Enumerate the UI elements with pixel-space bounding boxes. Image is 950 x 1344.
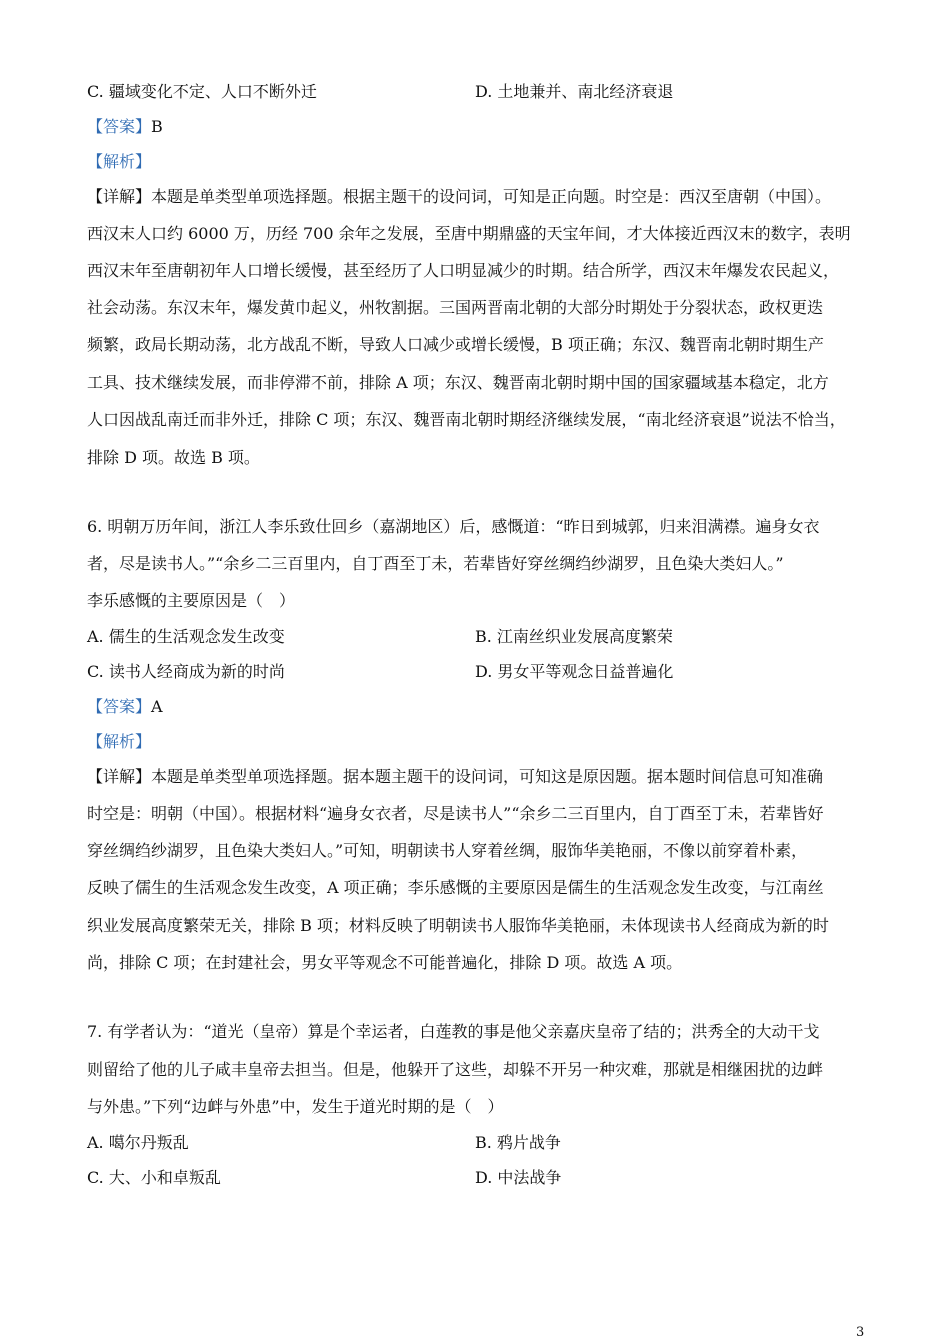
q6-detail-line: 尚，排除 C 项；在封建社会，男女平等观念不可能普遍化，排除 D 项。故选 A 项。 xyxy=(87,953,683,972)
detail-tag: 【详解】 xyxy=(87,187,152,206)
q5-detail-line: 排除 D 项。故选 B 项。 xyxy=(87,448,260,467)
q6-stem-line: 6. 明朝万历年间，浙江人李乐致仕回乡（嘉湖地区）后，感慨道：“昨日到城郭，归来泪满襟。遍身女衣 xyxy=(87,517,820,536)
answer-value: A xyxy=(151,697,163,716)
q5-detail-line: 西汉末年至唐朝初年人口增长缓慢，甚至经历了人口明显减少的时期。结合所学，西汉末年爆发农民起义， xyxy=(87,261,840,280)
q7-option-b: B. 鸦片战争 xyxy=(475,1133,561,1152)
q6-answer xyxy=(87,697,163,717)
q5-answer xyxy=(87,117,163,137)
q6-detail-line: 织业发展高度繁荣无关，排除 B 项；材料反映了明朝读书人服饰华美艳丽，未体现读书人经商成为新的时 xyxy=(87,916,829,935)
q6-option-a: A. 儒生的生活观念发生改变 xyxy=(87,627,285,646)
q7-stem-line: 7. 有学者认为：“道光（皇帝）算是个幸运者，白莲教的事是他父亲嘉庆皇帝了结的；洪秀全的大动干戈 xyxy=(87,1022,820,1041)
q7-stem-line: 则留给了他的儿子咸丰皇帝去担当。但是，他躲开了这些，却躲不开另一种灾难，那就是相继困扰的边衅 xyxy=(87,1060,824,1079)
q7-option-d: D. 中法战争 xyxy=(475,1168,562,1187)
detail-tag: 【详解】 xyxy=(87,767,152,786)
q6-option-b: B. 江南丝织业发展高度繁荣 xyxy=(475,627,673,646)
q6-detail-line: 时空是：明朝（中国）。根据材料“遍身女衣者，尽是读书人”“余乡二三百里内，自丁酉至丁未，若辈皆好 xyxy=(87,804,824,823)
answer-tag: 【答案】 xyxy=(87,117,152,136)
q6-detail-line xyxy=(87,767,823,787)
q6-detail-line: 穿丝绸绉纱湖罗，且色染大类妇人。”可知，明朝读书人穿着丝绸，服饰华美艳丽，不像以前穿着朴素， xyxy=(87,841,808,860)
q5-detail-line: 工具、技术继续发展，而非停滞不前，排除 A 项；东汉、魏晋南北朝时期中国的国家疆域基本稳定，北方 xyxy=(87,373,829,392)
q7-option-a: A. 噶尔丹叛乱 xyxy=(87,1133,189,1152)
q5-detail-line xyxy=(87,187,831,207)
q6-stem-line: 者，尽是读书人。”“余乡二三百里内，自丁酉至丁未，若辈皆好穿丝绸绉纱湖罗，且色染大类妇人。” xyxy=(87,554,784,573)
answer-value: B xyxy=(151,117,163,136)
q5-detail-line: 西汉末人口约 6000 万，历经 700 余年之发展，至唐中期鼎盛的天宝年间，才大体接近西汉末的数字，表明 xyxy=(87,224,851,243)
q6-analysis-tag: 【解析】 xyxy=(87,732,152,751)
q5-option-c: C. 疆域变化不定、人口不断外迁 xyxy=(87,82,317,101)
q5-detail-line: 社会动荡。东汉末年，爆发黄巾起义，州牧割据。三国两晋南北朝的大部分时期处于分裂状态，政权更迭 xyxy=(87,298,824,317)
q7-option-c: C. 大、小和卓叛乱 xyxy=(87,1168,221,1187)
q6-option-c: C. 读书人经商成为新的时尚 xyxy=(87,662,285,681)
q5-analysis-tag: 【解析】 xyxy=(87,152,152,171)
q5-detail-line: 人口因战乱南迁而非外迁，排除 C 项；东汉、魏晋南北朝时期经济继续发展，“南北经济衰退”说法不恰当， xyxy=(87,410,846,429)
detail-text: 本题是单类型单项选择题。根据主题干的设问词，可知是正向题。时空是：西汉至唐朝（中国）。 xyxy=(151,187,832,206)
q5-option-d: D. 土地兼并、南北经济衰退 xyxy=(475,82,674,101)
q6-option-d: D. 男女平等观念日益普遍化 xyxy=(475,662,674,681)
detail-text: 本题是单类型单项选择题。据本题主题干的设问词，可知这是原因题。据本题时间信息可知准确 xyxy=(151,767,824,786)
answer-tag: 【答案】 xyxy=(87,697,152,716)
q6-detail-line: 反映了儒生的生活观念发生改变，A 项正确；李乐感慨的主要原因是儒生的生活观念发生改变，与江南丝 xyxy=(87,878,824,897)
q5-detail-line: 频繁，政局长期动荡，北方战乱不断，导致人口减少或增长缓慢，B 项正确；东汉、魏晋南北朝时期生产 xyxy=(87,335,824,354)
q6-stem-line: 李乐感慨的主要原因是（ ） xyxy=(87,591,296,610)
page-number: 3 xyxy=(856,1325,865,1340)
q7-stem-line: 与外患。”下列“边衅与外患”中，发生于道光时期的是（ ） xyxy=(87,1097,504,1116)
